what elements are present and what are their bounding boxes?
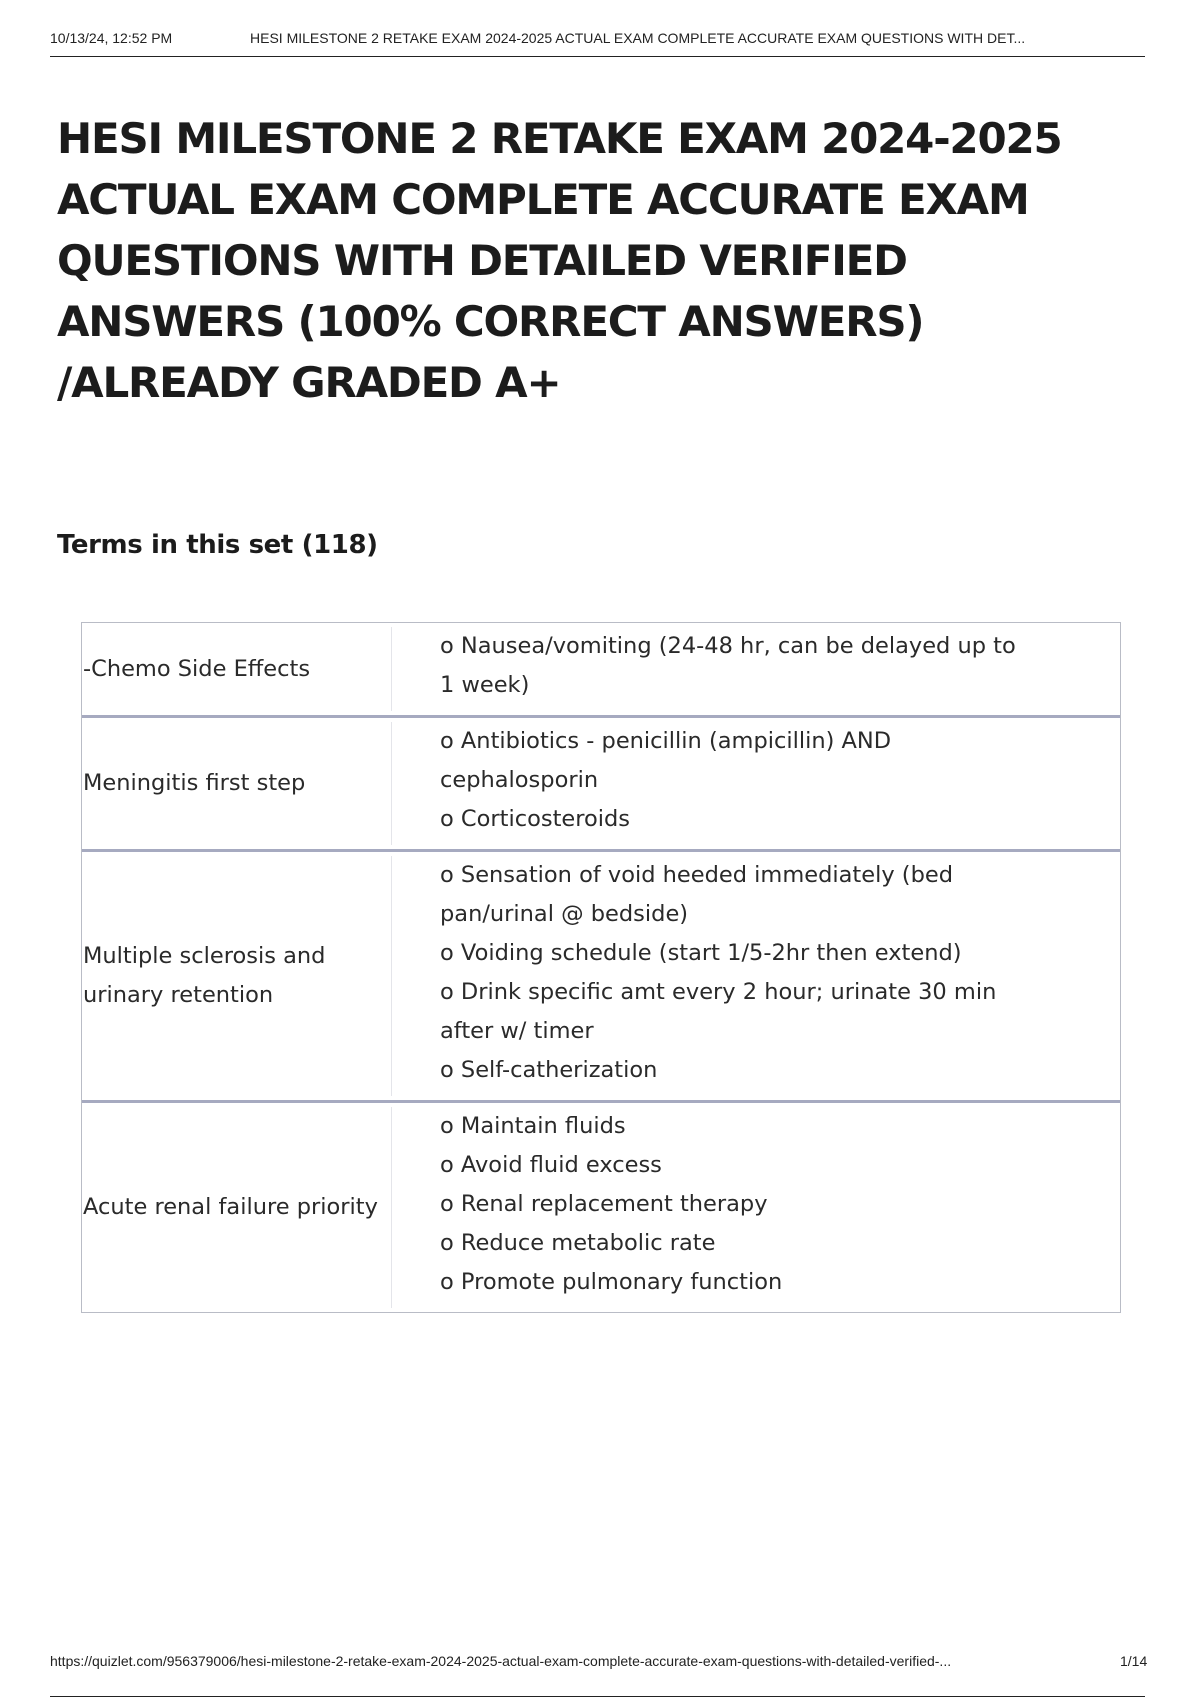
definition-line: o Sensation of void heeded immediately (bed pan/urinal @ bedside)	[440, 862, 953, 927]
term-row	[82, 1100, 1120, 1312]
term-definition	[392, 852, 1120, 1100]
term-row	[82, 715, 1120, 849]
definition-line: o Promote pulmonary function	[440, 1269, 783, 1295]
definition-line: o Avoid fluid excess	[440, 1152, 662, 1178]
page-title: HESI MILESTONE 2 RETAKE EXAM 2024-2025 ACTUAL EXAM COMPLETE ACCURATE EXAM QUESTIONS WITH DETAILED VERIFIED ANSWERS (100% CORRECT ANSWERS) /ALREADY GRADED A+	[57, 114, 1062, 407]
print-header	[50, 30, 1145, 57]
definition-line: o Nausea/vomiting (24-48 hr, can be delayed up to 1 week)	[440, 633, 1016, 698]
term-definition	[392, 623, 1120, 715]
term-label: -Chemo Side Effects	[82, 627, 392, 711]
page-number: 1/14	[1120, 1653, 1148, 1669]
print-datetime: 10/13/24, 12:52 PM	[50, 30, 173, 46]
term-definition	[392, 718, 1120, 849]
term-row	[82, 623, 1120, 715]
definition-line: o Corticosteroids	[440, 806, 631, 832]
term-row	[82, 849, 1120, 1100]
print-document-title: HESI MILESTONE 2 RETAKE EXAM 2024-2025 ACTUAL EXAM COMPLETE ACCURATE EXAM QUESTIONS WITH DET...	[250, 30, 1026, 46]
definition-line: o Renal replacement therapy	[440, 1191, 768, 1217]
terms-heading: Terms in this set (118)	[57, 530, 378, 560]
source-url: https://quizlet.com/956379006/hesi-milestone-2-retake-exam-2024-2025-actual-exam-complete-accurate-exam-questions-with-detailed-verified-...	[50, 1653, 952, 1669]
definition-line: o Voiding schedule (start 1/5-2hr then extend)	[440, 940, 962, 966]
term-label: Meningitis first step	[82, 722, 392, 845]
term-definition	[392, 1103, 1120, 1312]
term-label: Multiple sclerosis and urinary retention	[82, 856, 392, 1096]
definition-line: o Drink specific amt every 2 hour; urinate 30 min after w/ timer	[440, 979, 997, 1044]
definition-line: o Maintain fluids	[440, 1113, 626, 1139]
definition-line: o Reduce metabolic rate	[440, 1230, 716, 1256]
footer-divider	[50, 1696, 1145, 1697]
terms-table	[81, 622, 1121, 1313]
definition-line: o Self-catherization	[440, 1057, 658, 1083]
term-label: Acute renal failure priority	[82, 1107, 392, 1308]
definition-line: o Antibiotics - penicillin (ampicillin) AND cephalosporin	[440, 728, 892, 793]
